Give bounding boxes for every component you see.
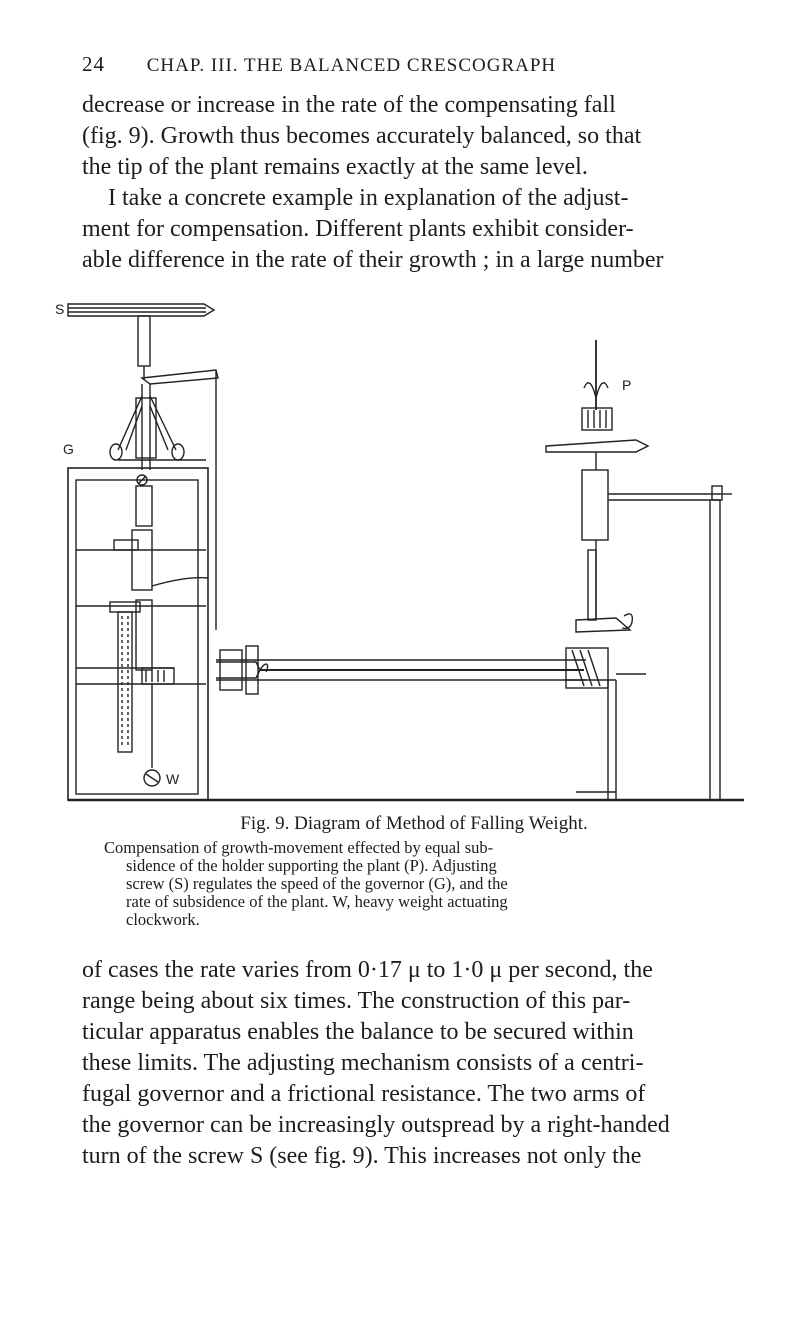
screw-spindle [138,316,150,366]
text-line: of cases the rate varies from 0·17 μ to 1·0 μ per second, the [82,957,653,983]
text-line: the governor can be increasingly outspread by a right-handed [82,1112,670,1138]
clockwork-frame [68,468,208,800]
figure-falling-weight-diagram [56,300,746,812]
text-line: able difference in the rate of their growth ; in a large number [82,247,664,273]
running-title: CHAP. III. THE BALANCED CRESCOGRAPH [146,55,557,76]
label-p: P [622,377,632,393]
label-w: W [166,771,180,787]
text-line: these limits. The adjusting mechanism consists of a centri- [82,1050,644,1076]
plant-holder-p [546,340,648,688]
right-frame [576,486,732,800]
caption-line: rate of subsidence of the plant. W, heavy weight actuating [126,892,508,911]
text-line: decrease or increase in the rate of the compensating fall [82,92,616,118]
text-line: ticular apparatus enables the balance to be secured within [82,1019,634,1045]
text-line: turn of the screw S (see fig. 9). This increases not only the [82,1143,642,1169]
label-g: G [63,441,74,457]
caption-line: sidence of the holder supporting the plant (P). Adjusting [126,856,497,875]
label-s: S [55,301,65,317]
text-line: (fig. 9). Growth thus becomes accurately balanced, so that [82,123,642,149]
figure-caption [104,815,724,929]
text-line: ment for compensation. Different plants exhibit consider- [82,216,634,242]
caption-line: screw (S) regulates the speed of the governor (G), and the [126,874,508,893]
paragraph-3 [82,955,742,1172]
text-line: fugal governor and a frictional resistance. The two arms of [82,1081,646,1107]
transmission-shaft [216,646,586,694]
governor-g [110,384,206,470]
page-number: 24 [82,52,105,76]
text-line: range being about six times. The construction of this par- [82,988,631,1014]
paragraph-1 [82,90,742,276]
caption-line: clockwork. [126,910,200,929]
apparatus-diagram [56,300,746,812]
running-header [82,52,722,77]
caption-title: Fig. 9. Diagram of Method of Falling Weight. [240,813,588,834]
text-line: I take a concrete example in explanation of the adjust- [108,185,629,211]
caption-line: Compensation of growth-movement effected by equal sub- [104,838,494,857]
adjusting-screw-s [68,304,214,316]
text-line: the tip of the plant remains exactly at the same level. [82,154,588,180]
